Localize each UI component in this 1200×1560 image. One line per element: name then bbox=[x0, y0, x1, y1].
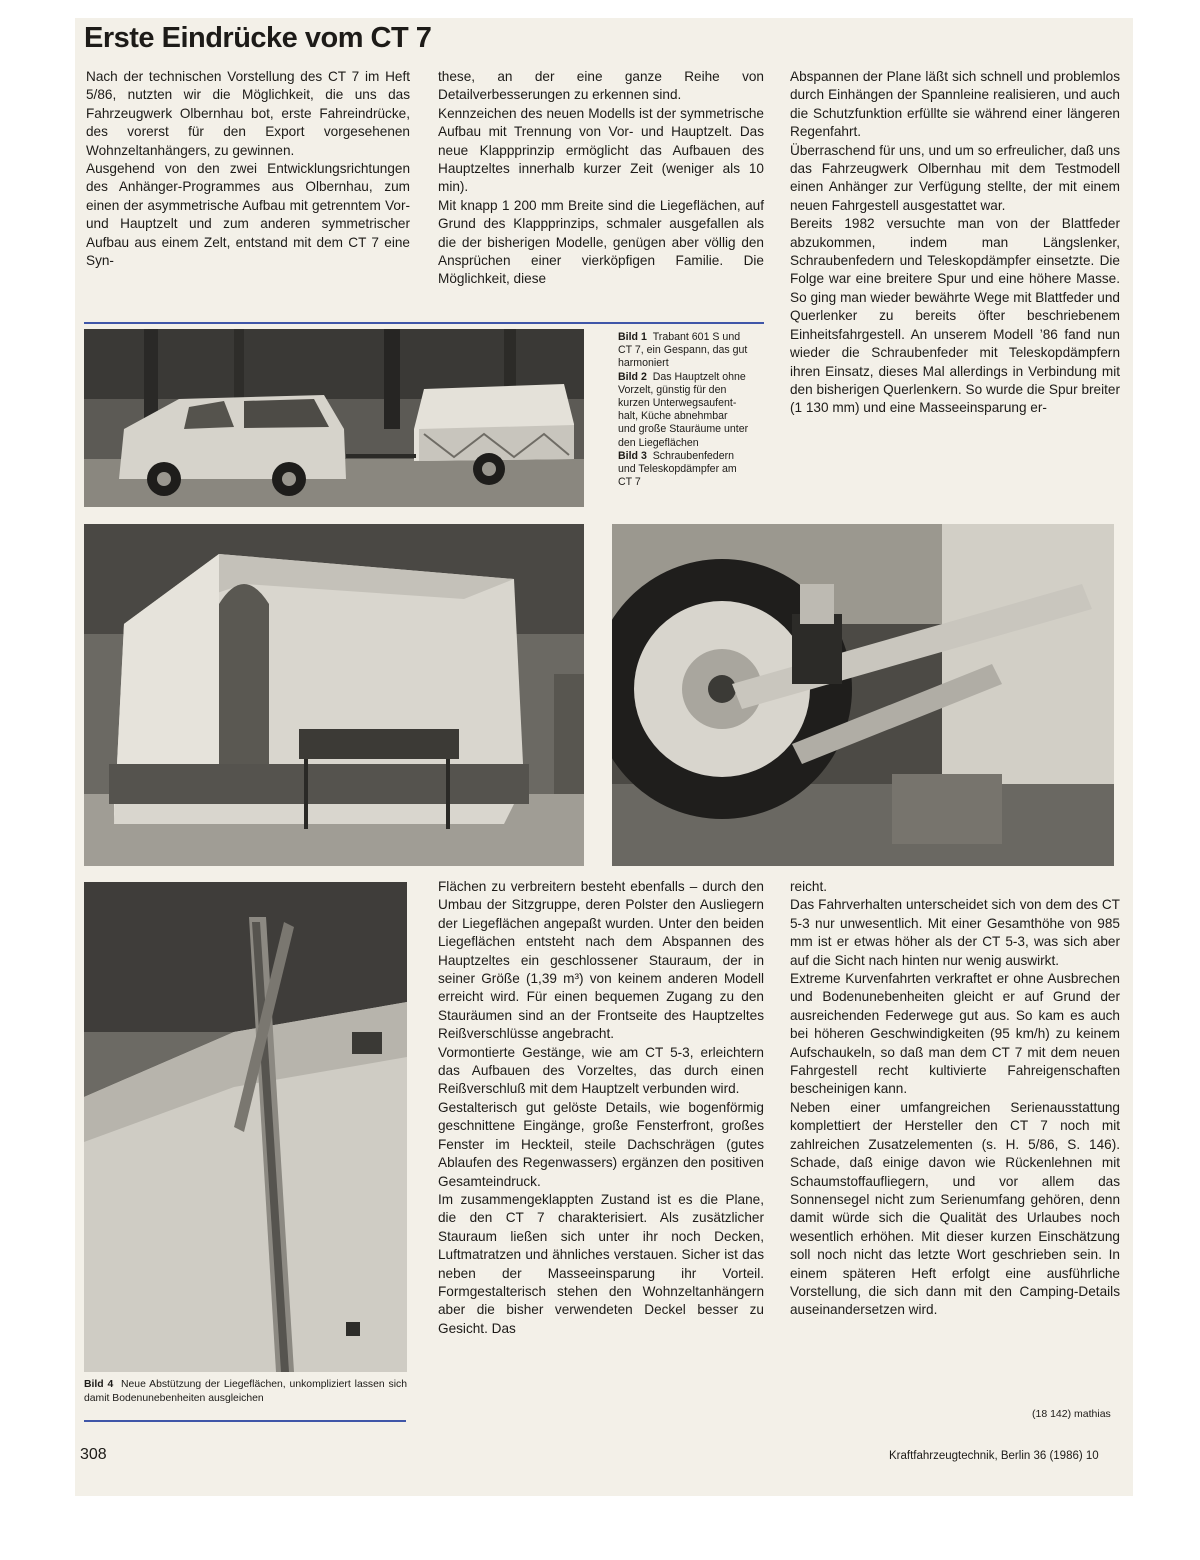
section-rule bbox=[84, 322, 764, 324]
paragraph: Kennzeichen des neuen Modells ist der symmetrische Aufbau mit Trennung von Vor- und Hauptzelt. Das neue Klappprinzip ermöglicht das Aufbauen des Hauptzeltes innerhalb kurzer Zeit (weniger als 10 min). bbox=[438, 105, 764, 195]
caption-bild-1-3 bbox=[618, 331, 768, 489]
caption-text: halt, Küche abnehmbar bbox=[618, 410, 728, 423]
caption-text: Das Hauptzelt ohne bbox=[652, 370, 746, 383]
text-column-4 bbox=[438, 878, 764, 1338]
caption-label: Bild 4 bbox=[84, 1379, 114, 1390]
paragraph: Nach der technischen Vorstellung des CT 7 im Heft 5/86, nutzten wir die Möglichkeit, die uns das Fahrzeugwerk Olbernhau bot, erste Fahreindrücke, des vorerst für den Export vorgesehenen Wohnzeltanhängers, zu gewinnen. bbox=[86, 69, 410, 158]
journal-citation: Kraftfahrzeugtechnik, Berlin 36 (1986) 10 bbox=[889, 1450, 1099, 1462]
caption-label: Bild 1 bbox=[618, 331, 647, 343]
caption-label: Bild 3 bbox=[618, 449, 647, 462]
paragraph: Gestalterisch gut gelöste Details, wie bogenförmig geschnittene Eingänge, große Fensterfront, großes Fenster im Heckteil, steile Dachschrägen (gutes Ablaufen des Regenwassers) ergänzen den positiven Gesamteindruck. bbox=[438, 1099, 764, 1189]
photo-car-and-trailer bbox=[84, 329, 584, 507]
paragraph: Neben einer umfangreichen Serienausstattung komplettiert der Hersteller den CT 7 noch mit zahlreichen Zusatzelementen (s. H. 5/86, S. 146). Schade, daß einige davon wie Rückenlehnen mit Schaumstoffaufliegern, und vor allem das Sonnensegel nicht zum Serienumfang gehören, denn damit würde sich die Qualität des Urlaubes noch wesentlich erhöhen. Mit dieser kurzen Einschätzung soll noch nicht das letzte Wort geschrieben sein. In einem späteren Heft erfolgt eine ausführliche Vorstellung, die sich dann mit den Camping-Details auseinandersetzen wird. bbox=[790, 1099, 1120, 1318]
text-column-1 bbox=[86, 68, 410, 270]
author-credit: (18 142) mathias bbox=[1032, 1408, 1111, 1420]
paragraph: Flächen zu verbreitern besteht ebenfalls – durch den Umbau der Sitzgruppe, deren Polster den Ausliegern der Liegeflächen angepaßt wurden. Unter den beiden Liegeflächen entsteht nach dem Abspannen des Hauptzeltes ein geschlossener Stauraum, der in seiner Größe (1,39 m³) von keinem anderen Modell erreicht wird. Für einen bequemen Zugang zu den Stauräumen sind an der Frontseite des Hauptzeltes Reißverschlüsse angebracht. bbox=[438, 879, 764, 1042]
paragraph: Überraschend für uns, und um so erfreulicher, daß uns das Fahrzeugwerk Olbernhau mit dem Testmodell einen Anhänger zur Verfügung stellte, der mit einem neuen Fahrgestell ausgestattet war. bbox=[790, 142, 1120, 213]
text-column-5 bbox=[790, 878, 1120, 1320]
caption-text: den Liegeflächen bbox=[618, 436, 699, 449]
caption-text: CT 7 bbox=[618, 476, 641, 489]
text-column-2 bbox=[438, 68, 764, 289]
paragraph: Ausgehend von den zwei Entwicklungsrichtungen des Anhänger-Programmes aus Olbernhau, zum einen der asymmetrische Aufbau mit getrenntem Vor- und Hauptzelt und zum anderen symmetrischer Aufbau aus einem Zelt, entstand mit dem CT 7 eine Syn- bbox=[86, 161, 410, 269]
paragraph: these, an der eine ganze Reihe von Detailverbesserungen zu erkennen sind. bbox=[438, 69, 764, 103]
paragraph: Im zusammengeklappten Zustand ist es die Plane, die den CT 7 charakterisiert. Als zusätzlicher Stauraum ließen sich unter ihr noch Decken, Luftmatratzen und ähnliches verstauen. Sicher ist das neben der Masseeinsparung ihr Vorteil. Formgestalterisch stehen den Wohnzeltanhängern aber die bisher verwendeten Deckel besser zu Gesicht. Das bbox=[438, 1191, 764, 1336]
page-number: 308 bbox=[80, 1446, 107, 1463]
photo-wheel-suspension bbox=[612, 524, 1114, 866]
paragraph: Abspannen der Plane läßt sich schnell und problemlos durch Einhängen der Spannleine realisieren, und auch die Schutzfunktion erfüllte sie während einer längeren Regenfahrt. bbox=[790, 69, 1120, 140]
text-column-3 bbox=[790, 68, 1120, 418]
section-rule bbox=[84, 1420, 406, 1422]
caption-text: harmoniert bbox=[618, 357, 669, 370]
caption-text: und Teleskopdämpfer am bbox=[618, 463, 737, 476]
caption-text: Neue Abstützung der Liegeflächen, unkompliziert lassen sich damit Bodenunebenheiten ausgleichen bbox=[84, 1379, 408, 1404]
caption-text: Trabant 601 S und bbox=[652, 331, 741, 343]
caption-text: kurzen Unterwegsaufent- bbox=[618, 397, 737, 410]
caption-text: und große Stauräume unter bbox=[618, 423, 749, 436]
caption-text: CT 7, ein Gespann, das gut bbox=[618, 344, 748, 357]
paragraph: Bereits 1982 versuchte man von der Blattfeder abzukommen, indem man Längslenker, Schraubenfedern und Teleskopdämpfer einsetzte. Die Folge war eine breitere Spur und eine höhere Masse. So ging man wieder bewährte Wege mit Blattfeder und Querlenker zu bereits öfter beschriebenem Einheitsfahrgestell. An unserem Modell ’86 fand nun wieder die Schraubenfeder mit Teleskopdämpfern ihren Einsatz, dieses Mal allerdings in Verbindung mit den bisherigen Querlenkern. So wurde die Spur breiter (1 130 mm) und eine Masseeinsparung er- bbox=[790, 216, 1120, 416]
paragraph: Das Fahrverhalten unterscheidet sich von dem des CT 5-3 nur unwesentlich. Mit einer Gesamthöhe von 985 mm ist er etwas höher als der CT 5-3, was sich aber auf die Sicht nach hinten nur wenig auswirkt. bbox=[790, 897, 1120, 968]
caption-text: Vorzelt, günstig für den bbox=[618, 383, 727, 396]
photo-support-strut bbox=[84, 882, 407, 1372]
article-title: Erste Eindrücke vom CT 7 bbox=[84, 22, 432, 54]
caption-text: Schraubenfedern bbox=[652, 449, 735, 462]
paragraph: Mit knapp 1 200 mm Breite sind die Liegeflächen, auf Grund des Klappprinzips, schmaler ausgefallen als die der bisherigen Modelle, genügen aber völlig den Ansprüchen einer vierköpfigen Familie. Die Möglichkeit, diese bbox=[438, 197, 764, 287]
paragraph: Vormontierte Gestänge, wie am CT 5-3, erleichtern das Aufbauen des Vorzeltes, das durch einen Reißverschluß mit dem Hauptzelt verbunden wird. bbox=[438, 1044, 764, 1097]
photo-tent bbox=[84, 524, 584, 866]
caption-bild-4 bbox=[84, 1378, 407, 1405]
caption-label: Bild 2 bbox=[618, 370, 647, 383]
paragraph: Extreme Kurvenfahrten verkraftet er ohne Ausbrechen und Bodenunebenheiten gleicht er auf Grund der ausreichenden Federwege gut aus. So kam es auch bei höheren Geschwindigkeiten (95 km/h) zu keinem Aufschaukeln, so daß man dem CT 7 mit dem neuen Fahrgestell recht kultivierte Fahreigenschaften bescheinigen kann. bbox=[790, 971, 1120, 1097]
paragraph: reicht. bbox=[790, 879, 828, 894]
